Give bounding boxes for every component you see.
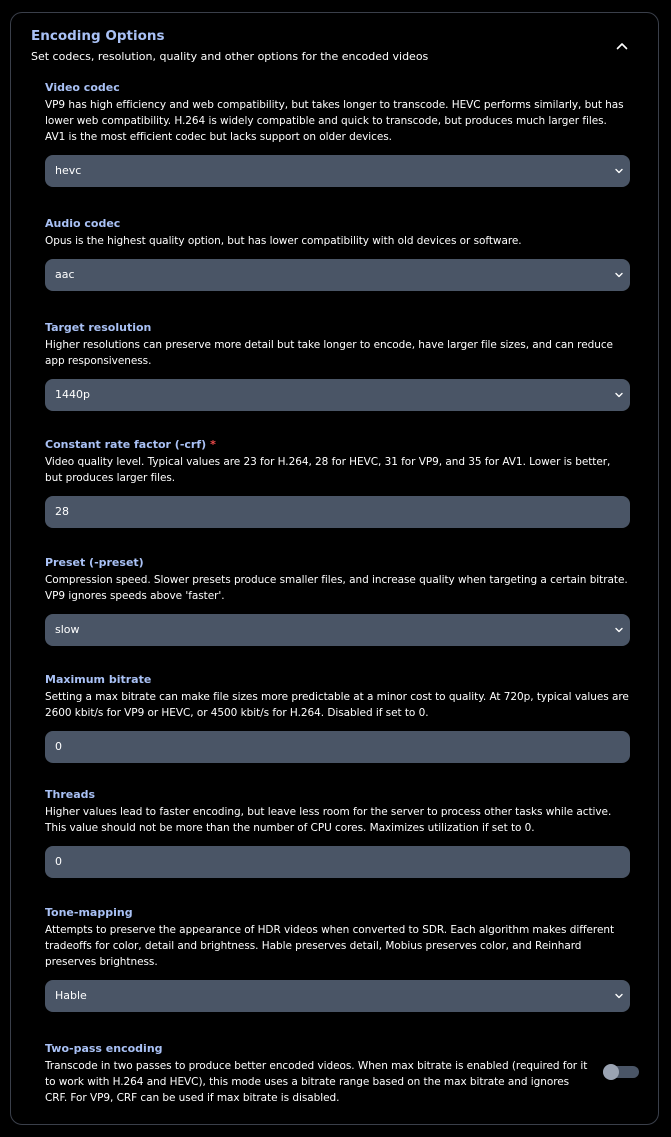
crf-value: 28 bbox=[55, 505, 69, 518]
two-pass-field bbox=[45, 1041, 590, 1106]
video-codec-description: VP9 has high efficiency and web compatibility, but takes longer to transcode. HEVC performs similarly, but has lower web compatibility. H.264 is widely compatible and quick to transcode, but produces much larger files. AV1 is the most efficient codec but lacks support on older devices. bbox=[45, 99, 624, 143]
collapse-button[interactable] bbox=[611, 35, 633, 57]
threads-description: Higher values lead to faster encoding, but leave less room for the server to process other tasks while active. This value should not be more than the number of CPU cores. Maximizes utilization if set to 0. bbox=[45, 806, 612, 834]
chevron-down-icon bbox=[614, 625, 624, 635]
preset-field bbox=[45, 555, 630, 646]
target-resolution-field bbox=[45, 320, 630, 411]
crf-description: Video quality level. Typical values are 23 for H.264, 28 for HEVC, 31 for VP9, and 35 for AV1. Lower is better, but produces larger files. bbox=[45, 456, 611, 484]
max-bitrate-field bbox=[45, 672, 630, 763]
preset-label: Preset (-preset) bbox=[45, 556, 144, 569]
tone-mapping-description: Attempts to preserve the appearance of HDR videos when converted to SDR. Each algorithm makes different tradeoffs for color, detail and brightness. Hable preserves detail, Mobius preserves color, and Reinhard preserves brightness. bbox=[45, 924, 615, 968]
tone-mapping-value: Hable bbox=[55, 989, 87, 1002]
threads-value: 0 bbox=[55, 855, 62, 868]
target-resolution-select[interactable] bbox=[45, 379, 630, 411]
threads-label: Threads bbox=[45, 788, 96, 801]
audio-codec-select[interactable] bbox=[45, 259, 630, 291]
tone-mapping-label: Tone-mapping bbox=[45, 906, 133, 919]
video-codec-select[interactable] bbox=[45, 155, 630, 187]
chevron-down-icon bbox=[614, 390, 624, 400]
audio-codec-description: Opus is the highest quality option, but has lower compatibility with old devices or software. bbox=[45, 235, 522, 247]
section-title: Encoding Options bbox=[31, 28, 165, 44]
audio-codec-field bbox=[45, 216, 630, 291]
tone-mapping-field bbox=[45, 905, 630, 1012]
target-resolution-description: Higher resolutions can preserve more detail but take longer to encode, have larger file sizes, and can reduce app responsiveness. bbox=[45, 339, 613, 367]
preset-description: Compression speed. Slower presets produce smaller files, and increase quality when targeting a certain bitrate. VP9 ignores speeds above 'faster'. bbox=[45, 574, 628, 602]
two-pass-description: Transcode in two passes to produce better encoded videos. When max bitrate is enabled (required for it to work with H.264 and HEVC), this mode uses a bitrate range based on the max bitrate and ignores CRF. For VP9, CRF can be used if max bitrate is disabled. bbox=[45, 1060, 588, 1104]
preset-select[interactable] bbox=[45, 614, 630, 646]
threads-input[interactable] bbox=[45, 846, 630, 878]
audio-codec-label: Audio codec bbox=[45, 217, 121, 230]
max-bitrate-input[interactable] bbox=[45, 731, 630, 763]
preset-value: slow bbox=[55, 623, 80, 636]
audio-codec-value: aac bbox=[55, 268, 75, 281]
required-asterisk: * bbox=[210, 438, 216, 451]
video-codec-field bbox=[45, 80, 630, 187]
video-codec-value: hevc bbox=[55, 164, 82, 177]
crf-field bbox=[45, 437, 630, 528]
max-bitrate-value: 0 bbox=[55, 740, 62, 753]
crf-input[interactable] bbox=[45, 496, 630, 528]
target-resolution-label: Target resolution bbox=[45, 321, 152, 334]
chevron-down-icon bbox=[614, 166, 624, 176]
max-bitrate-description: Setting a max bitrate can make file sizes more predictable at a minor cost to quality. At 720p, typical values are 2600 kbit/s for VP9 or HEVC, or 4500 kbit/s for H.264. Disabled if set to 0. bbox=[45, 691, 629, 719]
video-codec-label: Video codec bbox=[45, 81, 120, 94]
threads-field bbox=[45, 787, 630, 878]
section-subtitle: Set codecs, resolution, quality and other options for the encoded videos bbox=[31, 50, 429, 63]
chevron-up-icon bbox=[611, 35, 633, 57]
target-resolution-value: 1440p bbox=[55, 388, 90, 401]
chevron-down-icon bbox=[614, 270, 624, 280]
two-pass-label: Two-pass encoding bbox=[45, 1042, 163, 1055]
toggle-knob bbox=[603, 1064, 619, 1080]
two-pass-toggle[interactable] bbox=[603, 1064, 641, 1080]
chevron-down-icon bbox=[614, 991, 624, 1001]
max-bitrate-label: Maximum bitrate bbox=[45, 673, 152, 686]
tone-mapping-select[interactable] bbox=[45, 980, 630, 1012]
crf-label: Constant rate factor (-crf) * bbox=[45, 438, 216, 451]
